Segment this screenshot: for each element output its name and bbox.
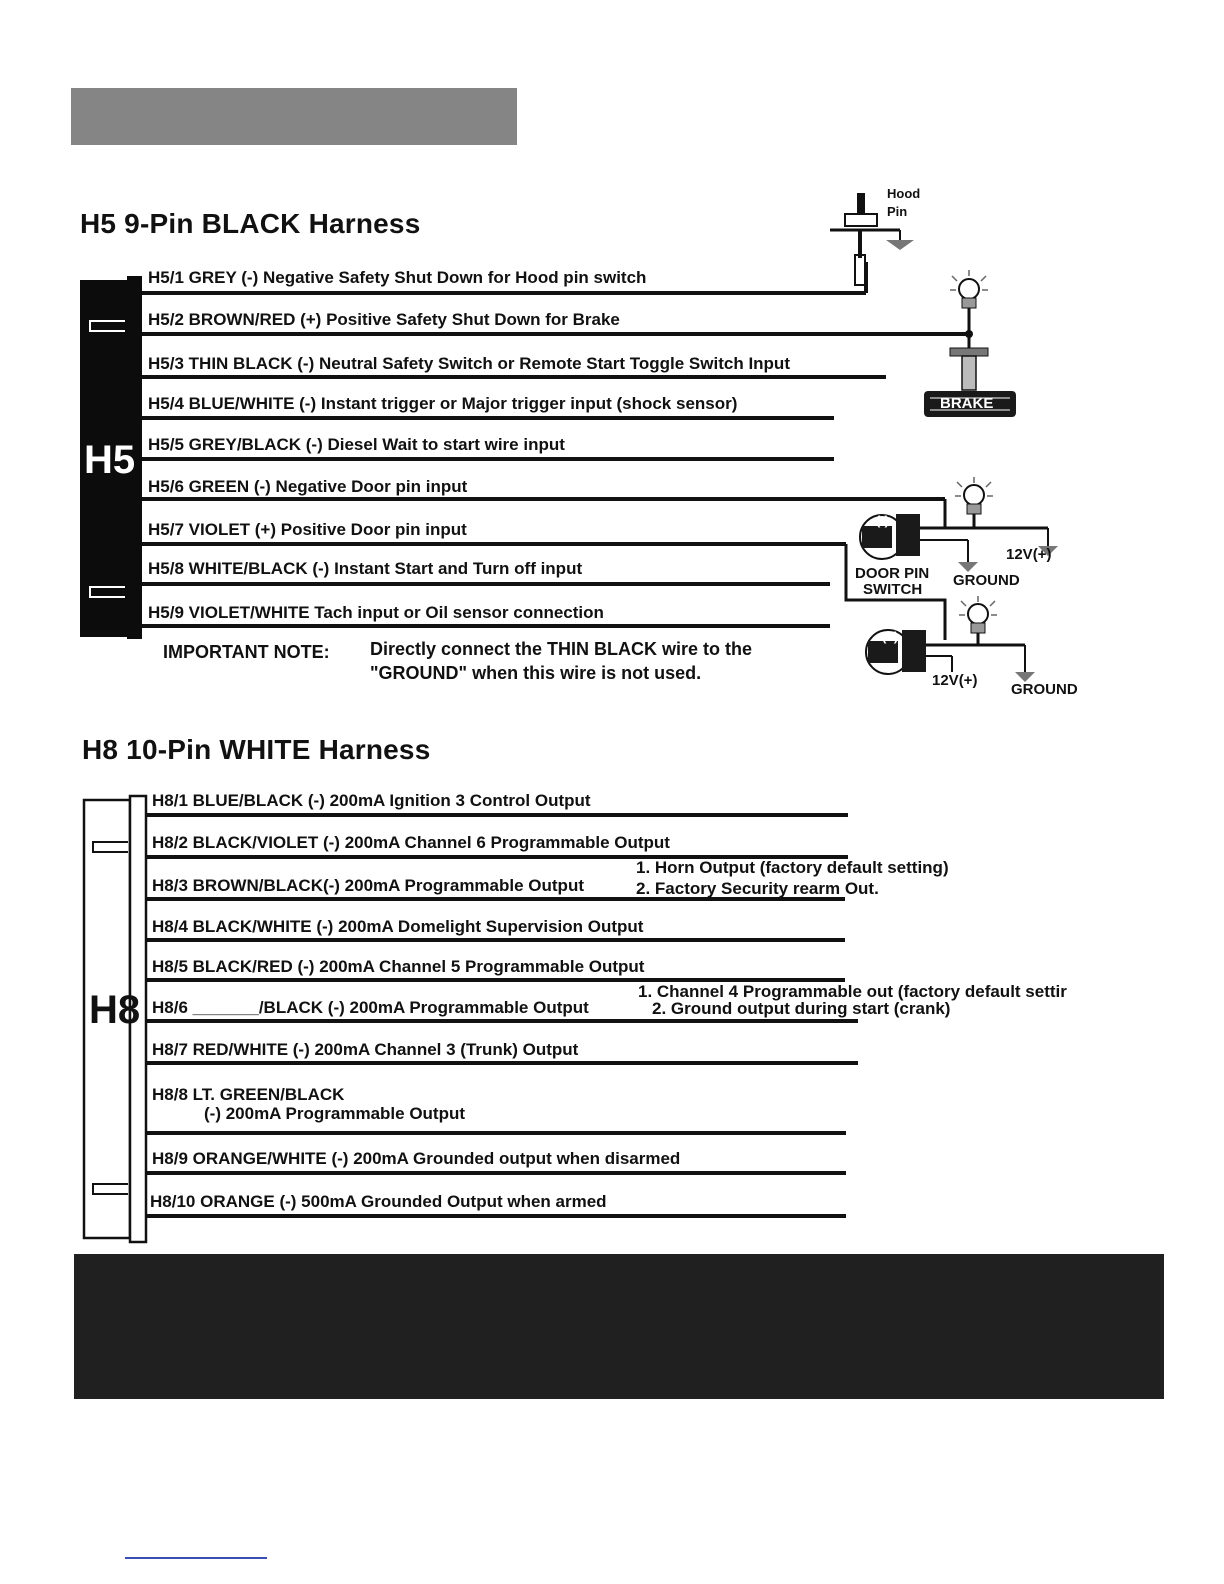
- h5-wire-label-4: H5/4 BLUE/WHITE (-) Instant trigger or Major trigger input (shock sensor): [148, 394, 738, 413]
- h8-wire-label-1: H8/1 BLUE/BLACK (-) 200mA Ignition 3 Control Output: [152, 791, 591, 810]
- h5-wire-label-6: H5/6 GREEN (-) Negative Door pin input: [148, 477, 468, 496]
- negative-symbol: (-): [876, 513, 889, 528]
- h5-wire-label-3: H5/3 THIN BLACK (-) Neutral Safety Switch or Remote Start Toggle Switch Input: [148, 354, 790, 373]
- h5-wire-label-8: H5/8 WHITE/BLACK (-) Instant Start and Turn off input: [148, 559, 583, 578]
- h8-wire-label-5: H8/5 BLACK/RED (-) 200mA Channel 5 Programmable Output: [152, 957, 645, 976]
- positive-symbol: (+): [882, 629, 899, 644]
- important-note-line-1: Directly connect the THIN BLACK wire to the: [370, 639, 753, 659]
- h8-3-option-2: 2. Factory Security rearm Out.: [636, 879, 879, 898]
- h5-wire-label-2: H5/2 BROWN/RED (+) Positive Safety Shut Down for Brake: [148, 310, 620, 329]
- h8-6-option-1: 1. Channel 4 Programmable out (factory default settir: [638, 982, 1067, 1001]
- page-link-underline[interactable]: [125, 1557, 267, 1559]
- v12-label-1: 12V(+): [1006, 546, 1052, 563]
- h5-wire-label-9: H5/9 VIOLET/WHITE Tach input or Oil sensor connection: [148, 603, 604, 622]
- door-pin-switch-label-1: DOOR PIN: [855, 565, 930, 582]
- h8-wire-label-7: H8/7 RED/WHITE (-) 200mA Channel 3 (Trunk) Output: [152, 1040, 579, 1059]
- h5-wire-label-5: H5/5 GREY/BLACK (-) Diesel Wait to start wire input: [148, 435, 565, 454]
- h8-wire-label-8: H8/8 LT. GREEN/BLACK: [152, 1085, 345, 1104]
- brake-label: BRAKE: [940, 395, 994, 412]
- important-note-line-2: "GROUND" when this wire is not used.: [370, 663, 702, 683]
- h8-6-option-2: 2. Ground output during start (crank): [652, 999, 951, 1018]
- h8-wire-label-3: H8/3 BROWN/BLACK(-) 200mA Programmable Output: [152, 876, 584, 895]
- h8-title: H8 10-Pin WHITE Harness: [82, 734, 431, 765]
- h5-title: H5 9-Pin BLACK Harness: [80, 208, 421, 239]
- ground-label-2: GROUND: [1011, 681, 1078, 698]
- h8-wire-label-9: H8/9 ORANGE/WHITE (-) 200mA Grounded output when disarmed: [152, 1149, 681, 1168]
- h8-3-option-1: 1. Horn Output (factory default setting): [636, 858, 949, 877]
- ground-label-1: GROUND: [953, 572, 1020, 589]
- h8-wire-label-6: H8/6 _______/BLACK (-) 200mA Programmable Output: [152, 998, 589, 1017]
- footer-banner: [74, 1254, 1164, 1399]
- h5-wire-label-7: H5/7 VIOLET (+) Positive Door pin input: [148, 520, 467, 539]
- important-note-label: IMPORTANT NOTE:: [163, 642, 330, 662]
- h8-connector-tag: H8: [89, 988, 141, 1032]
- h5-connector-tag: H5: [84, 438, 136, 482]
- hood-pin-label-2: Pin: [887, 204, 908, 219]
- hood-pin-label-1: Hood: [887, 186, 921, 201]
- h8-wire-label-4: H8/4 BLACK/WHITE (-) 200mA Domelight Supervision Output: [152, 917, 644, 936]
- h8-wire-label-8-line-2: (-) 200mA Programmable Output: [204, 1104, 466, 1123]
- brake-lamp: [950, 270, 988, 338]
- v12-label-2: 12V(+): [932, 672, 978, 689]
- door-pin-switch-label-2: SWITCH: [863, 581, 923, 598]
- h8-wire-label-10: H8/10 ORANGE (-) 500mA Grounded Output when armed: [150, 1192, 607, 1211]
- h5-wire-label-1: H5/1 GREY (-) Negative Safety Shut Down for Hood pin switch: [148, 268, 647, 287]
- h8-wire-label-2: H8/2 BLACK/VIOLET (-) 200mA Channel 6 Programmable Output: [152, 833, 670, 852]
